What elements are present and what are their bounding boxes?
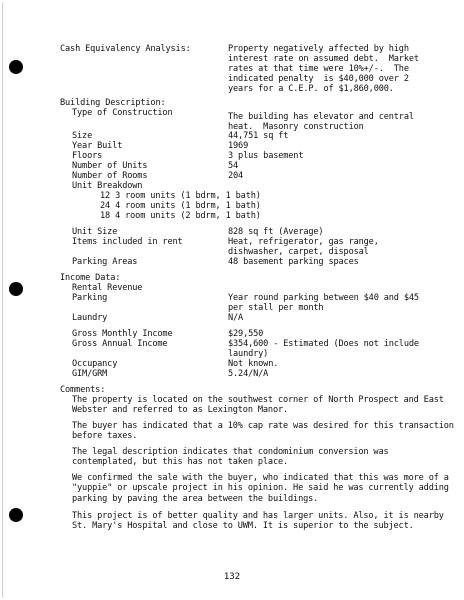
- gross-monthly-income-value: $29,550: [228, 329, 264, 339]
- rooms-value: 204: [228, 171, 244, 181]
- unit-breakdown-item: 12 3 room units (1 bdrm, 1 bath): [100, 191, 261, 201]
- binder-hole-top: [9, 60, 23, 74]
- size-value: 44,751 sq ft: [228, 131, 289, 141]
- rent-items-value: dishwasher, carpet, disposal: [228, 247, 369, 257]
- comment-paragraph: This project is of better quality and has larger units. Also, it is nearby St. Mary's Hospital and close to UWM. It is superior to the subject.: [72, 511, 444, 532]
- gross-annual-income-value: laundry): [228, 349, 269, 359]
- cash-equivalency-line: years for a C.E.P. of $1,860,000.: [228, 84, 394, 94]
- building-description-heading: Building Description:: [60, 98, 166, 108]
- floors-label: Floors: [72, 151, 103, 161]
- rent-items-value: Heat, refrigerator, gas range,: [228, 237, 379, 247]
- unit-size-label: Unit Size: [72, 227, 118, 237]
- comment-paragraph: The buyer has indicated that a 10% cap rate was desired for this transaction before taxes.: [72, 421, 454, 442]
- cash-equivalency-line: rates at that time were 10%+/-. The: [228, 64, 409, 74]
- year-built-label: Year Built: [72, 141, 123, 151]
- unit-breakdown-label: Unit Breakdown: [72, 181, 143, 191]
- income-data-heading: Income Data:: [60, 273, 121, 283]
- occupancy-value: Not known.: [228, 359, 279, 369]
- construction-type-value: The building has elevator and central: [228, 112, 414, 122]
- laundry-label: Laundry: [72, 313, 108, 323]
- parking-areas-value: 48 basement parking spaces: [228, 257, 359, 267]
- floors-value: 3 plus basement: [228, 151, 304, 161]
- gim-grm-value: 5.24/N/A: [228, 369, 269, 379]
- units-label: Number of Units: [72, 161, 148, 171]
- cash-equivalency-line: indicated penalty is $40,000 over 2: [228, 74, 409, 84]
- gim-grm-label: GIM/GRM: [72, 369, 108, 379]
- rental-revenue-label: Rental Revenue: [72, 283, 143, 293]
- construction-type-value: heat. Masonry construction: [228, 122, 364, 132]
- parking-income-value: Year round parking between $40 and $45: [228, 293, 419, 303]
- comment-paragraph: The legal description indicates that condominium conversion was contemplated, but this has not taken place.: [72, 447, 389, 468]
- gross-annual-income-label: Gross Annual Income: [72, 339, 168, 349]
- parking-income-value: per stall per month: [228, 303, 324, 313]
- comments-heading: Comments:: [60, 385, 106, 395]
- binder-hole-bottom: [9, 508, 23, 522]
- unit-size-value: 828 sq ft (Average): [228, 227, 324, 237]
- parking-income-label: Parking: [72, 293, 108, 303]
- rent-items-label: Items included in rent: [72, 237, 183, 247]
- parking-areas-label: Parking Areas: [72, 257, 138, 267]
- construction-type-label: Type of Construction: [72, 108, 173, 118]
- cash-equivalency-label: Cash Equivalency Analysis:: [60, 44, 191, 54]
- page-number: 132: [223, 572, 241, 582]
- unit-breakdown-item: 24 4 room units (1 bdrm, 1 bath): [100, 201, 261, 211]
- gross-monthly-income-label: Gross Monthly Income: [72, 329, 173, 339]
- comment-paragraph: We confirmed the sale with the buyer, who indicated that this was more of a "yuppie" or upscale project in his opinion. He said he was currently adding parking by paving the area between the buildings.: [72, 473, 449, 504]
- cash-equivalency-line: Property negatively affected by high: [228, 44, 409, 54]
- occupancy-label: Occupancy: [72, 359, 118, 369]
- rooms-label: Number of Rooms: [72, 171, 148, 181]
- unit-breakdown-item: 18 4 room units (2 bdrm, 1 bath): [100, 211, 261, 221]
- cash-equivalency-line: interest rate on assumed debt. Market: [228, 54, 419, 64]
- size-label: Size: [72, 131, 93, 141]
- comment-paragraph: The property is located on the southwest corner of North Prospect and East Webster and referred to as Lexington Manor.: [72, 395, 444, 416]
- laundry-value: N/A: [228, 313, 244, 323]
- year-built-value: 1969: [228, 141, 249, 151]
- binder-hole-middle: [9, 282, 23, 296]
- units-value: 54: [228, 161, 239, 171]
- gross-annual-income-value: $354,600 - Estimated (Does not include: [228, 339, 419, 349]
